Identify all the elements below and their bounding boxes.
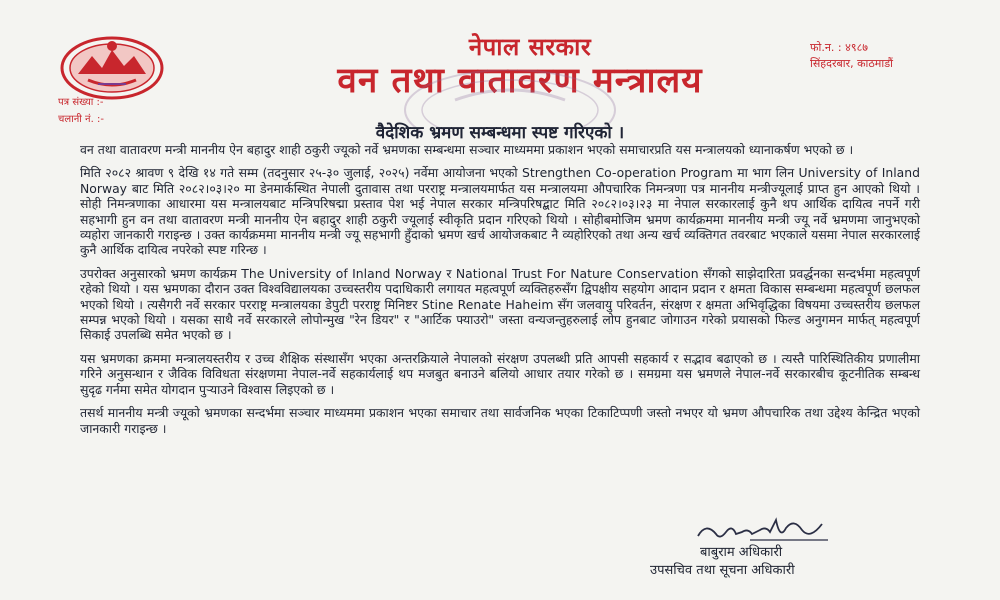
paragraph: मिति २०८२ श्रावण ९ देखि १४ गते सम्म (तदनुसार २५-३० जुलाई, २०२५) नर्वेमा आयोजना भएको Strengthen Co-operation Program मा भाग लिन University of Inland Norway बाट मिति २०८२।०३।२० मा डेनमार्कस्थित नेपाली दुतावास तथा परराष्ट्र मन्त्रालयमार्फत यस मन्त्रालयमा औपचारिक निमन्त्रणा पत्र माननीय मन्त्रीज्यूलाई प्राप्त हुन आएको थियो । सोही निमन्त्रणाका आधारमा यस मन्त्रालयबाट मन्त्रिपरिषद्मा प्रस्ताव पेश भई नेपाल सरकार मन्त्रिपरिषद्बाट मिति २०८२।०३।२३ मा नेपाल सरकारलाई कुनै थप आर्थिक दायित्व नपर्ने गरी सहभागी हुन वन तथा वातावरण मन्त्री माननीय ऐन बहादुर शाही ठकुरी ज्यूलाई स्वीकृति प्रदान गरिएको थियो । सोहीबमोजिम भ्रमण कार्यक्रममा माननीय मन्त्री ज्यू नर्वे भ्रमणमा जानुभएको व्यहोरा जानकारी गराइन्छ । उक्त कार्यक्रममा माननीय मन्त्री ज्यू सहभागी हुँदाको भ्रमण खर्च आयोजकबाट नै व्यहोरिएको तथा अन्य खर्च व्यक्तिगत तवरबाट भएकाले यसमा नेपाल सरकारलाई कुनै आर्थिक दायित्व नपरेको स्पष्ट गरिन्छ । <box>80 165 920 258</box>
paragraph: उपरोक्त अनुसारको भ्रमण कार्यक्रम The University of Inland Norway र National Trust For Nature Conservation सँगको साझेदारिता प्रवर्द्धनका सन्दर्भमा महत्वपूर्ण रहेको थियो । यस भ्रमणका दौरान उक्त विश्वविद्यालयका उच्चस्तरीय पदाधिकारी लगायत महत्वपूर्ण व्यक्तिहरुसँग द्विपक्षीय सहयोग आदान प्रदान र क्षमता विकास सम्बन्धमा महत्वपूर्ण छलफल भएको थियो । त्यसैगरी नर्वे सरकार परराष्ट्र मन्त्रालयका डेपुटी परराष्ट्र मिनिष्टर Stine Renate Haheim सँग जलवायु परिवर्तन, संरक्षण र क्षमता अभिवृद्धिका विषयमा उच्चस्तरीय छलफल सम्पन्न भएको थियो । यसका साथै नर्वे सरकारले लोपोन्मुख "रेन डियर" र "आर्टिक फ्याउरो" जस्ता वन्यजन्तुहरुलाई लोप हुनबाट जोगाउन गरेको प्रयासको फिल्ड अनुगमन मार्फत् महत्वपूर्ण सिकाई उपलब्धि समेत भएको छ । <box>80 265 920 343</box>
phone-number: फो.न. : ४९८७ <box>810 41 869 54</box>
letter-subject: वैदेशिक भ्रमण सम्बन्धमा स्पष्ट गरिएको । <box>375 123 625 143</box>
signer-title: उपसचिव तथा सूचना अधिकारी <box>650 563 795 578</box>
paragraph: यस भ्रमणका क्रममा मन्त्रालयस्तरीय र उच्च शैक्षिक संस्थासँग भएका अन्तरक्रियाले नेपालको संरक्षण उपलब्धी प्रति आपसी सहकार्य र सद्भाव बढाएको छ । त्यस्तै पारिस्थितिकीय प्रणालीमा गरिने अनुसन्धान र जैविक विविधता संरक्षणमा नेपाल-नर्वे सहकार्यलाई थप मजबुत बनाउने बलियो आधार तयार गरेको छ । समग्रमा यस भ्रमणले नेपाल-नर्वे सरकारबीच कूटनीतिक सम्बन्ध सुदृढ गर्नमा समेत योगदान पुऱ्याउने विश्वास लिइएको छ । <box>80 350 920 397</box>
letter-body <box>80 142 920 444</box>
contact-info <box>810 40 893 72</box>
signer-name: बाबुराम अधिकारी <box>700 545 783 560</box>
paragraph: वन तथा वातावरण मन्त्री माननीय ऐन बहादुर शाही ठकुरी ज्यूको नर्वे भ्रमणका सम्बन्धमा सञ्चार माध्यममा प्रकाशन भएको समाचारप्रति यस मन्त्रालयको ध्यानाकर्षण भएको छ । <box>80 142 854 157</box>
office-address: सिंहदरबार, काठमाडौं <box>810 57 893 70</box>
letter-number-label: पत्र संख्या :- <box>58 97 104 108</box>
paragraph: तसर्थ माननीय मन्त्री ज्यूको भ्रमणका सन्दर्भमा सञ्चार माध्यममा प्रकाशन भएका समाचार तथा सार्वजनिक भएका टिकाटिप्पणी जस्तो नभएर यो भ्रमण औपचारिक तथा उद्देश्य केन्द्रित भएको जानकारी गराइन्छ । <box>80 405 920 436</box>
dispatch-number-label: चलानी नं. :- <box>58 114 104 125</box>
government-name: नेपाल सरकार <box>468 33 592 61</box>
ministry-name: वन तथा वातावरण मन्त्रालय <box>337 61 703 101</box>
